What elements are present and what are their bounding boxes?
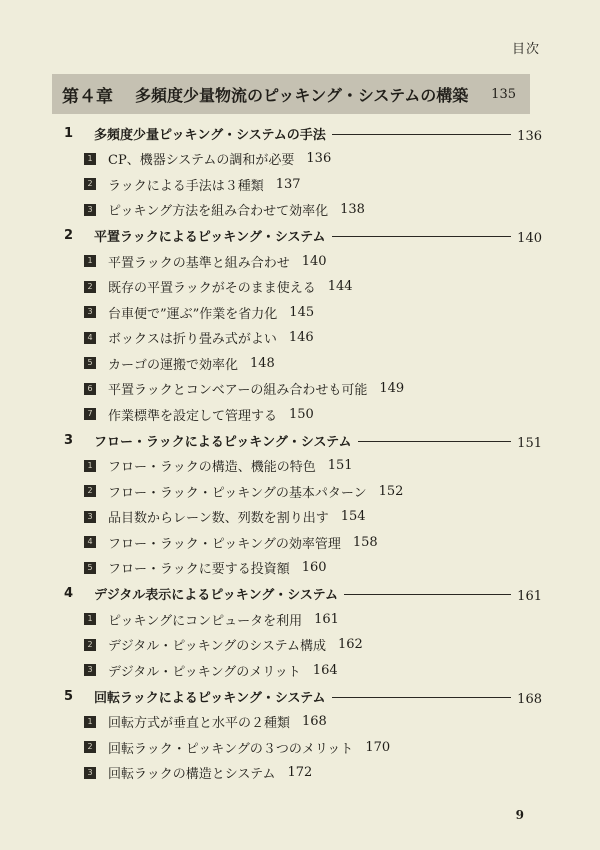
item-page-number: 162 xyxy=(338,637,363,653)
square-number-bullet-icon: 2 xyxy=(84,281,96,293)
section-page-number: 168 xyxy=(517,691,542,707)
section-title: 多頻度少量ピッキング・システムの手法 xyxy=(94,127,326,143)
toc-item-row xyxy=(64,197,542,223)
item-page-number: 160 xyxy=(301,560,327,576)
item-page-number: 168 xyxy=(302,714,327,730)
item-page-number: 144 xyxy=(327,279,353,295)
item-page-number: 138 xyxy=(340,202,365,218)
leader-line xyxy=(332,236,512,237)
square-number-bullet-icon: 1 xyxy=(84,153,96,165)
leader-line xyxy=(332,134,511,135)
chapter-heading xyxy=(52,74,530,114)
item-title: 平置ラックとコンベアーの組み合わせも可能 xyxy=(108,383,368,399)
item-title: フロー・ラック・ピッキングの効率管理 xyxy=(108,536,341,552)
square-number-bullet-icon: 5 xyxy=(84,562,96,574)
toc-item-row xyxy=(64,709,542,735)
toc-item-row xyxy=(64,658,542,684)
item-title: 平置ラックの基準と組み合わせ xyxy=(108,255,290,271)
toc-item-row xyxy=(64,376,542,402)
toc-item-row xyxy=(64,249,542,275)
section-number: 5 xyxy=(64,688,74,704)
square-number-bullet-icon: 1 xyxy=(84,255,96,267)
toc-item-row xyxy=(64,479,542,505)
square-number-bullet-icon: 1 xyxy=(84,716,96,728)
square-number-bullet-icon: 2 xyxy=(84,741,96,753)
item-page-number: 151 xyxy=(327,458,353,474)
toc-item-row xyxy=(64,504,542,530)
toc-item-row xyxy=(64,632,542,658)
section-title: デジタル表示によるピッキング・システム xyxy=(94,588,339,603)
item-title: ラックによる手法は３種類 xyxy=(108,178,264,194)
square-number-bullet-icon: 2 xyxy=(84,639,96,651)
toc-item-row xyxy=(64,172,542,198)
square-number-bullet-icon: 3 xyxy=(84,511,96,523)
section-title: 平置ラックによるピッキング・システム xyxy=(94,230,326,245)
toc-item-row xyxy=(64,760,542,786)
item-title: フロー・ラック・ピッキングの基本パターン xyxy=(108,485,367,501)
item-page-number: 161 xyxy=(314,611,339,627)
section-page-number: 161 xyxy=(517,589,542,604)
section-page-number: 136 xyxy=(517,128,542,144)
item-page-number: 149 xyxy=(379,381,405,397)
item-page-number: 150 xyxy=(289,406,314,422)
toc-item-row xyxy=(64,735,542,761)
leader-line xyxy=(332,697,512,698)
toc-section-row xyxy=(64,581,542,607)
square-number-bullet-icon: 3 xyxy=(84,306,96,318)
item-page-number: 152 xyxy=(378,483,404,499)
item-page-number: 140 xyxy=(301,253,327,269)
square-number-bullet-icon: 5 xyxy=(84,357,96,369)
item-page-number: 172 xyxy=(287,765,313,781)
section-number: 3 xyxy=(64,432,74,448)
toc-item-row xyxy=(64,274,542,300)
item-title: ピッキング方法を組み合わせて効率化 xyxy=(108,204,329,220)
toc-item-row xyxy=(64,530,542,556)
square-number-bullet-icon: 1 xyxy=(84,460,96,472)
item-page-number: 137 xyxy=(275,176,301,192)
item-title: 既存の平置ラックがそのまま使える xyxy=(108,281,316,297)
item-title: 回転ラックの構造とシステム xyxy=(108,767,276,783)
toc-item-row xyxy=(64,453,542,479)
item-page-number: 146 xyxy=(288,330,314,346)
item-title: デジタル・ピッキングのメリット xyxy=(108,664,301,680)
square-number-bullet-icon: 6 xyxy=(84,383,96,395)
item-title: フロー・ラックに要する投資額 xyxy=(108,562,290,578)
toc-item-row xyxy=(64,300,542,326)
item-page-number: 148 xyxy=(250,355,275,371)
square-number-bullet-icon: 2 xyxy=(84,485,96,497)
item-title: ピッキングにコンピュータを利用 xyxy=(108,613,303,629)
running-head: 目次 xyxy=(511,42,540,57)
square-number-bullet-icon: 4 xyxy=(84,332,96,344)
item-title: カーゴの運搬で効率化 xyxy=(108,357,239,373)
item-page-number: 145 xyxy=(289,304,315,320)
section-title: 回転ラックによるピッキング・システム xyxy=(94,690,326,706)
item-title: デジタル・ピッキングのシステム構成 xyxy=(108,639,327,655)
square-number-bullet-icon: 3 xyxy=(84,767,96,779)
toc-section-row xyxy=(64,683,542,709)
leader-line xyxy=(344,594,511,595)
leader-line xyxy=(358,441,512,442)
section-number: 2 xyxy=(64,228,74,243)
toc-item-row xyxy=(64,146,542,172)
item-page-number: 170 xyxy=(365,739,391,755)
square-number-bullet-icon: 3 xyxy=(84,204,96,216)
toc-section-row xyxy=(64,427,542,453)
item-page-number: 154 xyxy=(340,509,366,525)
toc-item-row xyxy=(64,351,542,377)
chapter-title: 多頻度少量物流のピッキング・システムの構築 xyxy=(135,85,469,105)
item-title: 作業標準を設定して管理する xyxy=(108,408,278,424)
toc-list xyxy=(64,120,542,786)
item-title: 台車便で”運ぶ”作業を省力化 xyxy=(108,306,278,322)
page-folio: 9 xyxy=(515,808,524,822)
item-title: 回転ラック・ピッキングの３つのメリット xyxy=(108,741,354,757)
chapter-page-number: 135 xyxy=(491,86,516,102)
item-title: フロー・ラックの構造、機能の特色 xyxy=(108,460,316,476)
toc-section-row xyxy=(64,223,542,249)
toc-section-row xyxy=(64,120,542,146)
square-number-bullet-icon: 4 xyxy=(84,536,96,548)
toc-item-row xyxy=(64,555,542,581)
square-number-bullet-icon: 7 xyxy=(84,408,96,420)
toc-item-row xyxy=(64,402,542,428)
section-page-number: 151 xyxy=(517,435,542,451)
item-page-number: 164 xyxy=(312,662,338,678)
item-title: ボックスは折り畳み式がよい xyxy=(108,332,277,348)
chapter-number: 第４章 xyxy=(62,86,113,107)
item-title: 品目数からレーン数、列数を割り出す xyxy=(108,511,329,527)
item-page-number: 158 xyxy=(352,534,378,550)
toc-item-row xyxy=(64,607,542,633)
section-number: 1 xyxy=(64,125,74,141)
item-page-number: 136 xyxy=(306,151,332,167)
toc-item-row xyxy=(64,325,542,351)
square-number-bullet-icon: 1 xyxy=(84,613,96,625)
item-title: 回転方式が垂直と水平の２種類 xyxy=(108,716,291,732)
section-number: 4 xyxy=(64,586,74,601)
section-title: フロー・ラックによるピッキング・システム xyxy=(94,434,352,450)
square-number-bullet-icon: 3 xyxy=(84,664,96,676)
square-number-bullet-icon: 2 xyxy=(84,178,96,190)
item-title: CP、機器システムの調和が必要 xyxy=(108,153,295,169)
section-page-number: 140 xyxy=(517,231,542,246)
